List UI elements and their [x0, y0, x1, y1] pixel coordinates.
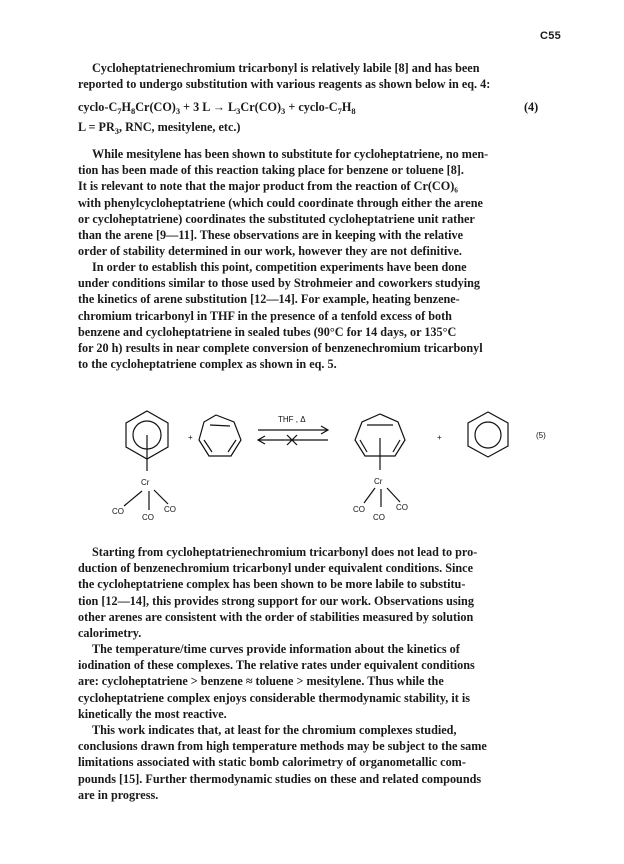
text-line: tion has been made of this reaction taking place for benzene or toluene [8].	[78, 163, 464, 178]
reaction-scheme-eq5	[70, 400, 570, 540]
text-line: It is relevant to note that the major product from the reaction of Cr(CO)₆	[78, 179, 458, 194]
eq-text: H	[121, 100, 131, 114]
text-line: While mesitylene has been shown to substitute for cycloheptatriene, no men-	[92, 147, 489, 161]
text-line: Starting from cycloheptatrienechromium tricarbonyl does not lead to pro-	[92, 545, 478, 559]
cr-co-bond-left	[124, 491, 142, 506]
text-line: or cycloheptatriene) coordinates the substituted cycloheptatriene unit rather	[78, 211, 475, 226]
carbonyl-label: CO	[373, 513, 385, 522]
text-line: benzene and cycloheptatriene in sealed tubes (90°C for 14 days, or 135°C	[78, 324, 457, 339]
text-line: order of stability determined in our work, however they are not definitive.	[78, 244, 462, 259]
text-line: The temperature/time curves provide information about the kinetics of	[92, 642, 460, 656]
cycloheptatriene-structure	[199, 415, 241, 456]
text-line: to the cycloheptatriene complex as shown in eq. 5.	[78, 357, 337, 372]
eq-subscript: 3	[236, 106, 241, 116]
eq-subscript: 8	[131, 106, 136, 116]
equation-number: (4)	[524, 100, 539, 114]
eq-text: L = PR	[78, 120, 115, 134]
eq-subscript: 3	[114, 126, 119, 136]
carbonyl-label: CO	[112, 507, 124, 516]
text-line: iodination of these complexes. The relative rates under equivalent conditions	[78, 658, 475, 673]
text-line: are: cycloheptatriene > benzene ≈ toluene > mesitylene. Thus while the	[78, 674, 444, 689]
text-line: the cycloheptatriene complex has been shown to be more labile to substitu-	[78, 577, 466, 592]
eq-text: cyclo-C	[78, 100, 118, 114]
text-line: the kinetics of arene substitution [12—14]. For example, heating benzene-	[78, 292, 460, 307]
cycloheptatriene-chromium-tricarbonyl-structure	[355, 414, 405, 507]
eq-subscript: 7	[337, 106, 342, 116]
text-line: pounds [15]. Further thermodynamic studies on these and related compounds	[78, 771, 482, 786]
paragraph-conclusion	[78, 722, 546, 803]
eq-subscript: 8	[351, 106, 356, 116]
cr-co-bond-left	[364, 488, 375, 503]
text-line: under conditions similar to those used by Strohmeier and coworkers studying	[78, 276, 481, 291]
eq-text: Cr(CO)	[240, 100, 282, 114]
benzene-ring-shape	[468, 412, 508, 457]
equation-number: (5)	[536, 431, 546, 440]
equation-4	[78, 100, 356, 115]
text-line: than the arene [9—11]. These observations are in keeping with the relative	[78, 228, 464, 243]
paragraph-kinetics	[78, 641, 546, 722]
text-line: for 20 h) results in near complete conversion of benzenechromium tricarbonyl	[78, 341, 483, 356]
eq-text: , RNC, mesitylene, etc.)	[119, 120, 241, 134]
reaction-condition: THF , Δ	[278, 415, 306, 424]
eq-text: + 3 L	[180, 100, 210, 114]
text-line: cycloheptatriene complex enjoys considerable thermodynamic stability, it is	[78, 690, 470, 705]
text-line: kinetically the most reactive.	[78, 706, 227, 721]
cycloheptatriene-ring-shape	[199, 415, 241, 456]
eq-subscript: 3	[281, 106, 286, 116]
text-line: are in progress.	[78, 787, 159, 802]
benzene-chromium-tricarbonyl-structure	[124, 411, 168, 510]
text-line: calorimetry.	[78, 626, 142, 641]
plus-sign: +	[437, 433, 442, 442]
eq-text: H	[341, 100, 352, 114]
text-line: limitations associated with static bomb calorimetry of organometallic com-	[78, 755, 466, 770]
benzene-structure	[468, 412, 508, 457]
carbonyl-label: CO	[353, 505, 365, 514]
text-line: duction of benzenechromium tricarbonyl under equivalent conditions. Since	[78, 561, 473, 576]
eq-subscript: 7	[117, 106, 122, 116]
paragraph-competition	[78, 259, 546, 372]
eq-text: + cyclo-C	[285, 100, 338, 114]
text-line: In order to establish this point, competition experiments have been done	[92, 260, 467, 274]
text-line: tion [12—14], this provides strong support for our work. Observations using	[78, 593, 474, 608]
page-number: C55	[540, 30, 562, 42]
text-line: with phenylcycloheptatriene (which could coordinate through either the arene	[78, 195, 483, 210]
carbonyl-label: CO	[396, 503, 408, 512]
text-line: This work indicates that, at least for the chromium complexes studied,	[92, 723, 457, 737]
carbonyl-label: CO	[142, 513, 154, 522]
text-line: chromium tricarbonyl in THF in the presence of a tenfold excess of both	[78, 308, 452, 323]
eq-subscript: 3	[175, 106, 181, 116]
double-bond-line	[210, 425, 230, 426]
text-line: other arenes are consistent with the order of stabilities measured by solution	[78, 609, 474, 624]
aromatic-circle-shape	[475, 422, 501, 448]
eq-text: Cr(CO)	[135, 100, 176, 114]
text-line: conclusions drawn from high temperature methods may be subject to the same	[78, 739, 487, 754]
ligand-definition	[78, 120, 241, 135]
carbonyl-label: CO	[164, 505, 176, 514]
equilibrium-arrows	[258, 426, 328, 445]
paragraph-substitution	[78, 146, 546, 259]
chromium-label: Cr	[374, 477, 383, 486]
paragraph-reverse-reaction	[78, 544, 546, 641]
eq-arrow: →	[209, 100, 229, 114]
cr-co-bond-right	[387, 488, 400, 502]
eq-text: L	[228, 100, 237, 114]
cr-co-bond-right	[154, 490, 168, 504]
plus-sign: +	[188, 433, 193, 442]
text-line: Cycloheptatrienechromium tricarbonyl is relatively labile [8] and has been	[92, 61, 480, 75]
paragraph-intro	[78, 60, 546, 92]
chromium-label: Cr	[141, 478, 150, 487]
text-line: reported to undergo substitution with various reagents as shown below in eq. 4:	[78, 77, 491, 92]
